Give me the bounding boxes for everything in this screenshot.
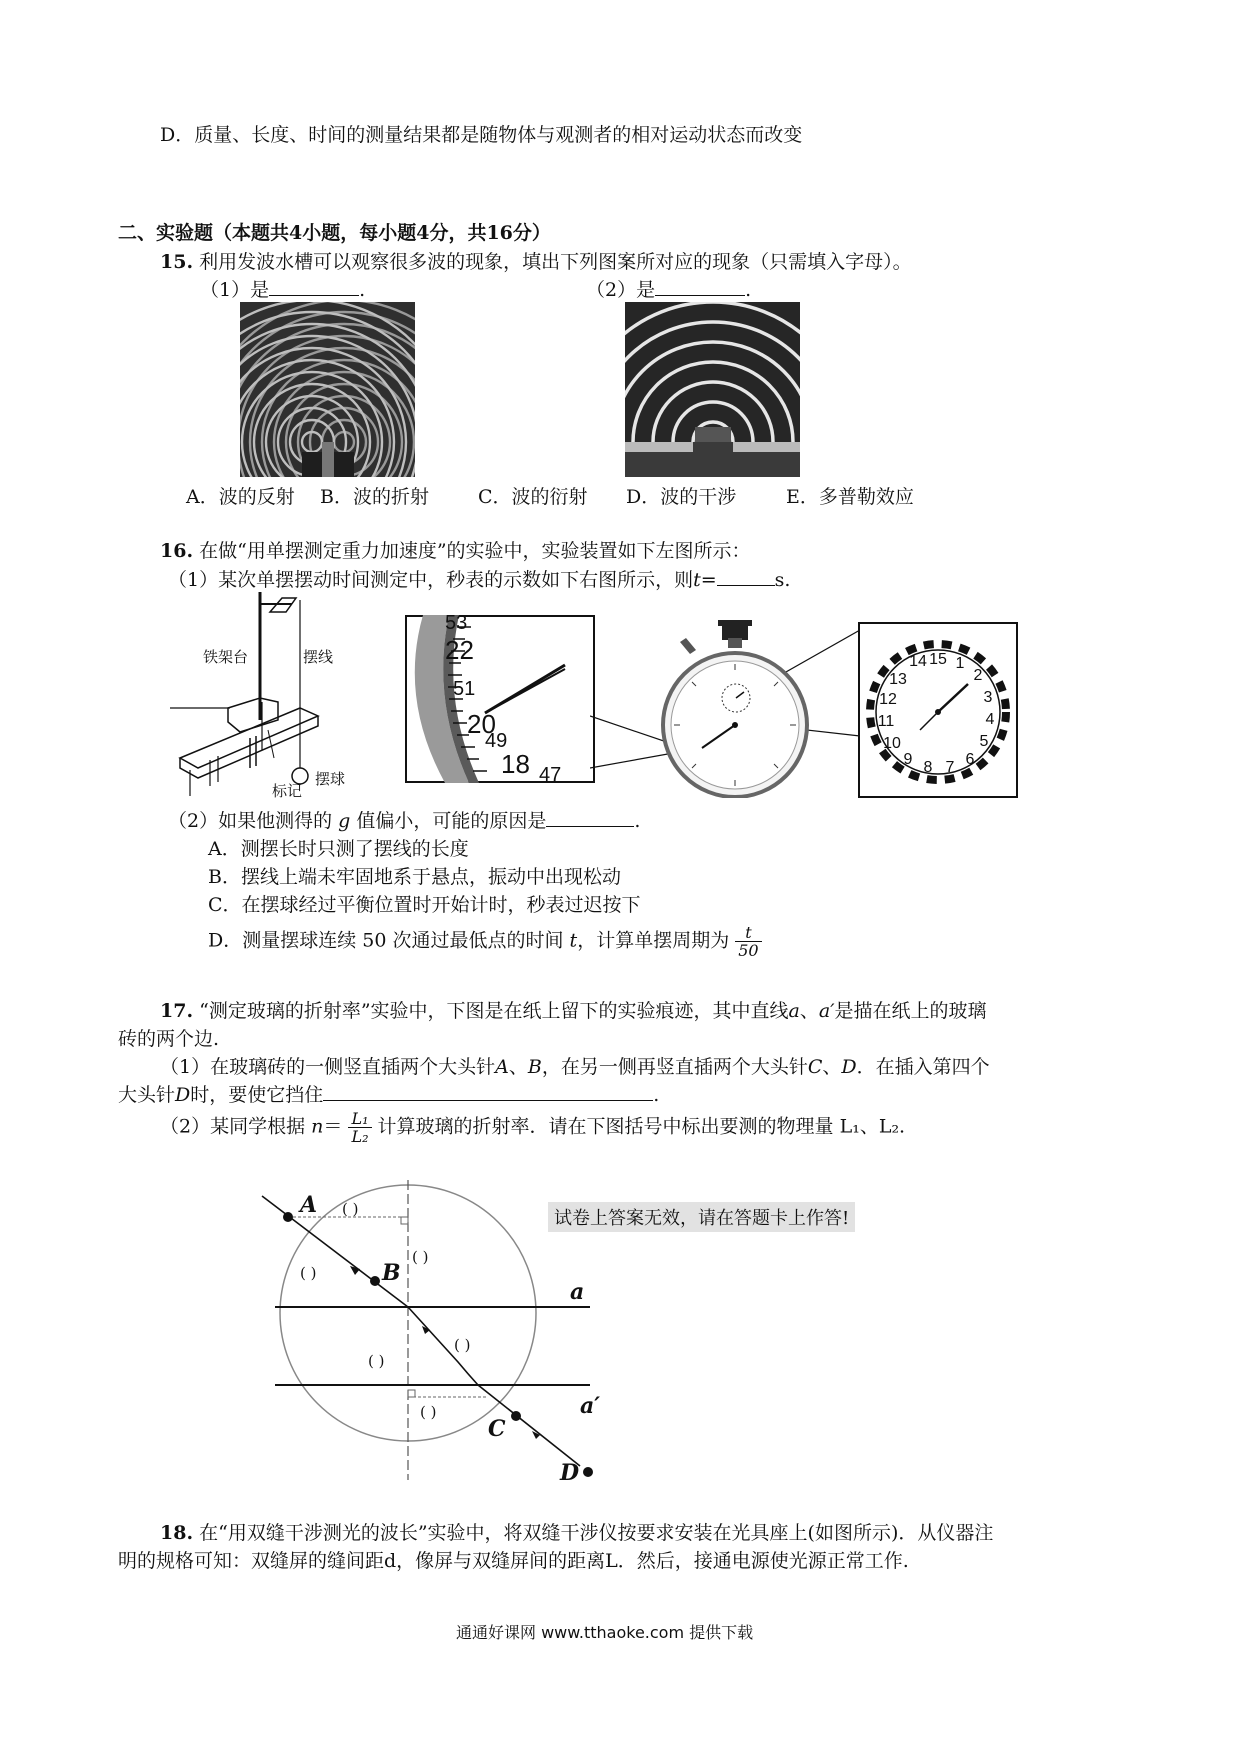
q17-part1-line1 (160, 1052, 990, 1079)
q15-dot: . (359, 279, 366, 301)
q15-answer-blank-1[interactable] (269, 276, 359, 296)
answer-paren-2[interactable]: ( ) (300, 1264, 317, 1282)
q17-part1-text-e: 时，要使它挡住 (190, 1084, 324, 1106)
dial-num-2: 2 (973, 667, 983, 684)
q17-part1-text-b: ，在另一侧再竖直插两个大头针 (541, 1056, 808, 1078)
point-label-b: B (382, 1260, 401, 1286)
dial-num-10: 10 (883, 735, 901, 752)
q16-stem (160, 536, 751, 563)
fraction-l1-over-l2 (348, 1110, 371, 1145)
separator: 、 (508, 1056, 528, 1078)
q17-part1-line2 (118, 1080, 659, 1107)
stopwatch (660, 620, 810, 798)
var-t: t (569, 929, 578, 952)
q17-part2-text-a: （2）某同学根据 (160, 1115, 306, 1138)
scale-num-20: 20 (467, 709, 496, 739)
q17-part1-text-d: 大头针 (118, 1084, 176, 1106)
q16-option-c: C．在摆球经过平衡位置时开始计时，秒表过迟按下 (208, 894, 641, 916)
q16-text: 在做“用单摆测定重力加速度”的实验中，实验装置如下左图所示： (199, 540, 751, 562)
q16-answer-blank-1[interactable] (717, 566, 775, 586)
fraction-denominator: 50 (738, 941, 759, 960)
q16-part2-text-b: 值偏小，可能的原因是 (356, 810, 547, 832)
q16-unit: s. (774, 569, 791, 591)
scale-num-53: 53 (445, 615, 468, 634)
line-label-a-prime: a′ (580, 1393, 601, 1419)
q17-part1-text-a: （1）在玻璃砖的一侧竖直插两个大头针 (160, 1056, 496, 1078)
label-stand: 铁架台 (203, 648, 249, 666)
diffraction-photo (625, 302, 800, 477)
answer-paren-5[interactable]: ( ) (368, 1352, 385, 1370)
q15-part1 (200, 275, 365, 302)
equals-sign: = (700, 569, 717, 591)
q16-part2-text-a: （2）如果他测得的 (168, 810, 333, 832)
label-string: 摆线 (303, 648, 334, 666)
q17-answer-blank-1[interactable] (323, 1081, 653, 1101)
fraction-t-over-50 (735, 924, 761, 959)
q16-answer-blank-2[interactable] (546, 807, 634, 827)
q16-option-d (208, 924, 762, 959)
pendulum-apparatus (170, 590, 410, 800)
q18-stem-line1 (160, 1518, 993, 1545)
dial-num-12: 12 (879, 691, 897, 708)
pin-b: B (527, 1056, 542, 1078)
q16-option-d-text-b: ，计算单摆周期为 (577, 929, 730, 952)
q17-stem-line2: 砖的两个边. (118, 1028, 220, 1050)
q15-stem (160, 247, 912, 274)
dial-num-11: 11 (877, 713, 895, 730)
pin-c: C (807, 1056, 823, 1078)
q17-text-a: “测定玻璃的折射率”实验中，下图是在纸上留下的实验痕迹，其中直线 (199, 1000, 789, 1022)
q15-option-a: A．波的反射 (186, 486, 295, 508)
q15-part1-label: （1）是 (200, 279, 270, 301)
q16-part1 (168, 565, 790, 592)
q15-option-b: B．波的折射 (320, 486, 429, 508)
answer-sheet-notice: 试卷上答案无效，请在答题卡上作答! (548, 1202, 855, 1232)
section-heading: 二、实验题（本题共4小题，每小题4分，共16分） (118, 222, 551, 244)
q18-text-a: 在“用双缝干涉测光的波长”实验中，将双缝干涉仪按要求安装在光具座上(如图所示)．从仪器注 (199, 1522, 994, 1544)
answer-paren-3[interactable]: ( ) (412, 1248, 429, 1266)
stopwatch-scale-zoom (405, 615, 595, 783)
label-bob: 摆球 (315, 770, 346, 788)
dial-num-6: 6 (965, 751, 975, 768)
fraction-denominator: L₂ (351, 1127, 369, 1146)
dial-num-5: 5 (979, 733, 989, 750)
dial-num-1: 1 (955, 655, 965, 672)
q17-text-b: 是描在纸上的玻璃 (834, 1000, 987, 1022)
minute-dial-zoom (858, 622, 1018, 798)
scale-num-22: 22 (445, 635, 474, 665)
point-label-d: D (560, 1460, 580, 1480)
scale-num-49: 49 (485, 730, 508, 752)
answer-paren-1[interactable]: ( ) (342, 1200, 359, 1218)
equals-sign: ＝ (323, 1115, 343, 1138)
dial-num-4: 4 (985, 711, 995, 728)
dial-num-13: 13 (889, 671, 907, 688)
page-footer: 通通好课网 www.tthaoke.com 提供下载 (456, 1623, 754, 1642)
label-mark: 标记 (272, 782, 303, 800)
pin-d: D (175, 1084, 191, 1106)
q15-part2-label: （2）是 (586, 279, 656, 301)
q15-option-d: D．波的干涉 (626, 486, 737, 508)
scale-num-51: 51 (453, 678, 476, 700)
q15-option-c: C．波的衍射 (478, 486, 588, 508)
q15-answer-blank-2[interactable] (655, 276, 745, 296)
line-label-a: a (570, 1279, 585, 1305)
q15-option-e: E．多普勒效应 (786, 486, 914, 508)
q18-stem-line2: 明的规格可知：双缝屏的缝间距d，像屏与双缝屏间的距离L．然后，接通电源使光源正常工作. (118, 1550, 909, 1572)
dial-num-7: 7 (945, 759, 955, 776)
q15-text: 利用发波水槽可以观察很多波的现象，填出下列图案所对应的现象（只需填入字母）。 (199, 251, 912, 273)
pin-d: D (841, 1056, 857, 1078)
separator: 、 (799, 1000, 819, 1022)
point-label-c: C (488, 1416, 506, 1442)
var-n: n (311, 1115, 324, 1138)
q16-part1-text: （1）某次单摆摆动时间测定中，秒表的示数如下右图所示，则 (168, 569, 694, 591)
dial-num-3: 3 (983, 689, 993, 706)
q16-option-d-text-a: D．测量摆球连续 50 次通过最低点的时间 (208, 929, 564, 952)
fraction-numerator: L₁ (348, 1110, 371, 1128)
q16-option-a: A．测摆长时只测了摆线的长度 (208, 838, 469, 860)
dial-num-9: 9 (903, 751, 913, 768)
dial-num-15: 15 (929, 651, 947, 668)
scale-num-18: 18 (501, 749, 530, 779)
q17-number: 17. (160, 1000, 194, 1022)
q15-dot: . (745, 279, 752, 301)
q17-part2-text-b: 计算玻璃的折射率．请在下图括号中标出要测的物理量 L₁、L₂. (377, 1115, 906, 1138)
q15-number: 15. (160, 251, 194, 273)
q16-part2-end: . (634, 810, 641, 832)
pin-a: A (495, 1056, 509, 1078)
scale-num-47: 47 (539, 764, 562, 783)
q16-part2 (168, 806, 640, 833)
q16-option-b: B．摆线上端未牢固地系于悬点，振动中出现松动 (208, 866, 621, 888)
point-label-a: A (300, 1192, 318, 1218)
fraction-numerator: t (735, 924, 761, 942)
q14-option-d: D．质量、长度、时间的测量结果都是随物体与观测者的相对运动状态而改变 (160, 124, 803, 146)
q17-part1-end: . (653, 1084, 660, 1106)
q17-stem-line1 (160, 996, 987, 1023)
answer-paren-6[interactable]: ( ) (420, 1403, 437, 1421)
q16-number: 16. (160, 540, 194, 562)
var-t: t (693, 569, 701, 591)
dial-num-8: 8 (923, 759, 933, 776)
q17-part1-text-c: ．在插入第四个 (856, 1056, 990, 1078)
q15-part2 (586, 275, 751, 302)
q18-number: 18. (160, 1522, 194, 1544)
answer-paren-4[interactable]: ( ) (454, 1336, 471, 1354)
var-g: g (338, 810, 351, 832)
q17-part2 (160, 1110, 905, 1145)
interference-photo (240, 302, 415, 477)
var-a-prime: a′ (818, 1000, 835, 1022)
separator: 、 (822, 1056, 842, 1078)
dial-num-14: 14 (909, 653, 927, 670)
var-a: a (788, 1000, 800, 1022)
